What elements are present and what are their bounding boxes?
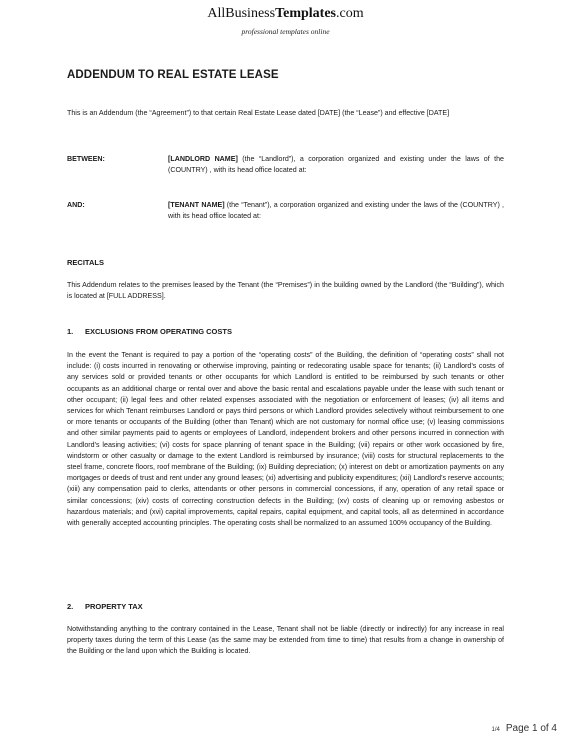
landlord-description: (the “Landlord”), a corporation organized and existing under the laws of the (COUNTRY) , with its head office located at: — [168, 155, 504, 175]
brand-logo — [0, 6, 571, 22]
brand-tagline: professional templates online — [241, 27, 330, 36]
recitals-heading: RECITALS — [67, 258, 104, 267]
page-number-label: Page 1 of 4 — [505, 723, 557, 734]
section-2-paragraph: Notwithstanding anything to the contrary contained in the Lease, Tenant shall not be liable (directly or indirectly) for any increase in real property taxes during the term of this Lease (as the same may be extended from time to time) that results from a change in ownership of the Building or the land upon which the Building is located. — [67, 625, 504, 656]
between-label: BETWEEN: — [67, 155, 105, 163]
brand-prefix: AllBusiness — [207, 6, 276, 21]
landlord-name: [LANDLORD NAME] — [168, 155, 238, 163]
page-footer — [492, 723, 558, 734]
section-1-title: EXCLUSIONS FROM OPERATING COSTS — [85, 327, 232, 336]
and-label: AND: — [67, 201, 85, 209]
section-2-title: PROPERTY TAX — [85, 602, 143, 611]
tenant-description: (the “Tenant”), a corporation organized and existing under the laws of the (COUNTRY) , with its head office located at: — [168, 201, 504, 221]
section-2-number: 2. — [67, 602, 74, 611]
tenant-block — [168, 200, 504, 222]
tenant-name: [TENANT NAME] — [168, 201, 225, 209]
recitals-paragraph: This Addendum relates to the premises leased by the Tenant (the “Premises”) in the building owned by the Landlord (the “Building”), which is located at [FULL ADDRESS]. — [67, 281, 504, 301]
brand-bold: Templates — [275, 6, 336, 21]
page-fraction: 1/4 — [491, 727, 500, 733]
section-1-number: 1. — [67, 327, 74, 336]
brand-suffix: .com — [336, 6, 364, 21]
section-2-heading — [67, 602, 143, 611]
landlord-block — [168, 154, 504, 176]
document-title: ADDENDUM TO REAL ESTATE LEASE — [67, 69, 279, 81]
section-1-heading — [67, 327, 232, 336]
intro-paragraph: This is an Addendum (the “Agreement”) to that certain Real Estate Lease dated [DATE] (the “Lease”) and effective [DATE] — [67, 109, 450, 117]
section-1-paragraph: In the event the Tenant is required to pay a portion of the “operating costs” of the Building, the definition of “operating costs” shall not include: (i) costs incurred in renovating or otherwise improving, painting or redecorating usable space for tenants; (ii) Landlord’s costs of any services sold or provided tenants or other occupants for which Landlord is entitled to be reimbursed by such tenants or other occupants as an additional charge or rental over and above the basic rental and escalations payable under the lease with such tenant or other occupant; (ii) legal fees and other related expenses associated with the negotiation or enforcement of leases; (iv) all items and services for which Tenant reimburses Landlord or pays third persons or which Landlord provides selectively without reimbursement to one or more tenants or occupants of the Building (other than Tenant) which are not customary for normal office use; (v) leasing commissions and other similar payments paid to agents or employees of Landlord, independent brokers and other persons incurred in connection with Landlord’s leasing activities; (vi) costs for space planning of tenant space in the Building; (vii) repairs or other work occasioned by fire, windstorm or other casualty or damage to the extent Landlord is reimbursed by insurance; (viii) costs for structural replacements to the steel frame, concrete floors, roof membrane of the Building; (ix) Building depreciation; (x) interest on debt or amortization payments on any mortgages or deeds of trust and rent under any ground leases; (xi) advertising and publicity expenditures; (xii) Landlord’s reserve accounts; (xiii) any compensation paid to clerks, attendants or other persons in commercial concessions, if any, operation of any retail space or similar concessions; (xiv) costs of correcting construction defects in the Building; (xv) costs of cleaning up or removing asbestos or hazardous materials; and (xvi) capital improvements, capital repairs, capital equipment, and capital tools, all as determined in accordance with generally accepted accounting principles. The operating costs shall be normalized to an assumed 100% occupancy of the Building. — [67, 351, 504, 528]
